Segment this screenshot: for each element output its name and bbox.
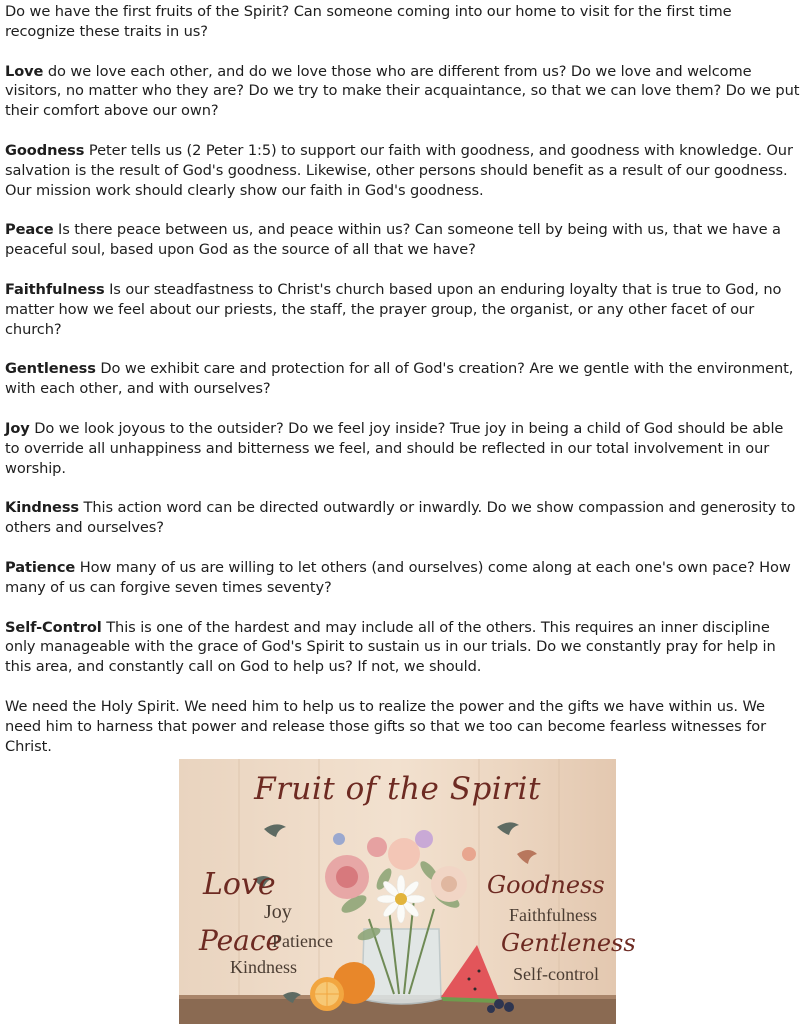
fruit-term: Love [5,62,44,80]
fruit-paragraph-goodness [5,141,801,200]
fruit-paragraph-faithfulness [5,280,801,339]
fruit-paragraph-patience [5,558,801,598]
poster-title: Fruit of the Spirit [254,771,541,807]
fruit-paragraph-peace [5,220,801,260]
fruit-term: Faithfulness [5,280,105,298]
poster-word-faithfulness: Faithfulness [509,905,597,925]
poster-word-kindness: Kindness [230,957,297,977]
hummingbird-icon [517,850,537,864]
poster-word-goodness: Goodness [487,871,605,899]
fruit-text: Do we exhibit care and protection for all of God's creation? Are we gentle with the environment, with each other, and with ourselves? [5,360,794,398]
poster-word-joy: Joy [264,901,292,923]
fruit-paragraph-kindness [5,498,801,538]
closing-paragraph: We need the Holy Spirit. We need him to help us to realize the power and the gifts we have within us. We need him to harness that power and release those gifts so that we too can become fearless witnesses for Christ. [5,697,766,755]
watermelon-icon [441,945,499,1003]
fruit-term: Kindness [5,499,80,517]
fruit-of-the-spirit-image [179,759,636,1024]
fruit-term: Joy [5,419,30,437]
fruit-term: Peace [5,221,54,239]
fruit-text: This is one of the hardest and may include all of the others. This requires an inner discipline only manageable with the grace of God's Spirit to sustain us in our trials. Do we constantly pray for help in this area, and constantly call on God to help us? If not, we should. [5,618,776,676]
poster-word-patience: Patience [272,931,333,951]
hummingbird-icon [497,822,519,835]
fruit-term: Gentleness [5,360,96,378]
fruit-text: do we love each other, and do we love those who are different from us? Do we love and welcome visitors, no matter who they are? Do we try to make their acquaintance, so that we can love them? Do we put their comfort above our own? [5,62,800,120]
poster-word-peace: Peace [199,924,283,957]
poster-word-self-control: Self-control [513,964,599,984]
fruit-term: Goodness [5,141,85,159]
fruit-text: Is there peace between us, and peace within us? Can someone tell by being with us, that we have a peaceful soul, based upon God as the source of all that we have? [5,221,781,259]
intro-paragraph: Do we have the first fruits of the Spirit? Can someone coming into our home to visit for the first time recognize these traits in us? [5,3,732,40]
fruit-text: This action word can be directed outwardly or inwardly. Do we show compassion and generosity to others and ourselves? [5,499,796,537]
fruit-term: Patience [5,558,76,576]
fruit-text: Peter tells us (2 Peter 1:5) to support our faith with goodness, and goodness with knowledge. Our salvation is the result of God's goodness. Likewise, other persons should benefit as a result of our goodness. Our mission work should clearly show our faith in God's goodness. [5,141,793,199]
vase-shape [362,929,441,1004]
fruit-text: How many of us are willing to let others (and ourselves) come along at each one's own pace? How many of us can forgive seven times seventy? [5,558,791,596]
poster-word-gentleness: Gentleness [501,929,636,957]
fruit-text: Is our steadfastness to Christ's church based upon an enduring loyalty that is true to God, no matter how we feel about our priests, the staff, the prayer group, the organist, or any other facet of our church? [5,280,782,338]
fruit-paragraph-self-control [5,618,801,677]
fruit-paragraph-love [5,62,801,121]
fruit-term: Self-Control [5,618,102,636]
poster-word-love: Love [203,867,276,902]
fruit-paragraph-gentleness [5,359,801,399]
article-body [5,2,801,756]
fruit-paragraph-joy [5,419,801,478]
hummingbird-icon [264,819,296,837]
fruit-text: Do we look joyous to the outsider? Do we feel joy inside? True joy in being a child of God should be able to override all unhappiness and bitterness we feel, and should be reflected in our total involvement in our worship. [5,419,784,477]
